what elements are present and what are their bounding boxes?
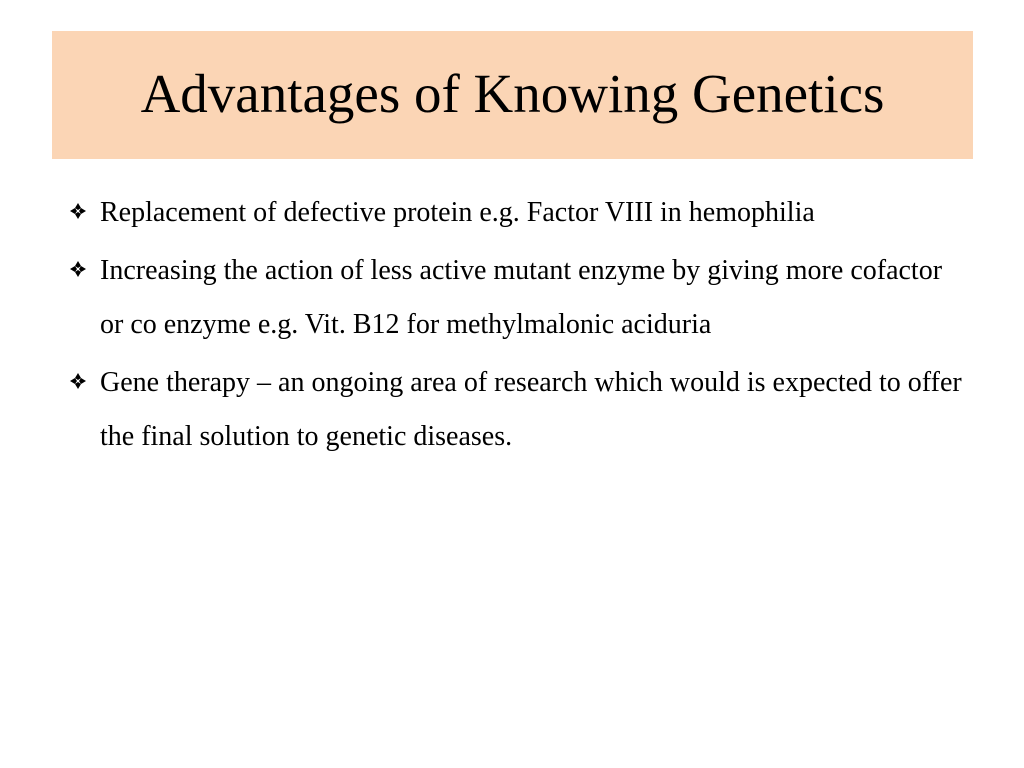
title-band [52, 31, 973, 159]
diamond-bullet-icon [63, 356, 93, 410]
bullet-list [63, 186, 963, 468]
diamond-bullet-icon [63, 244, 93, 298]
bullet-item-2 [63, 244, 963, 352]
bullet-item-3 [63, 356, 963, 464]
bullet-text-3: Gene therapy – an ongoing area of research which would is expected to offer the final solution to genetic diseases. [100, 367, 962, 452]
diamond-bullet-icon [63, 186, 93, 240]
bullet-item-1 [63, 186, 963, 240]
bullet-text-2: Increasing the action of less active mutant enzyme by giving more cofactor or co enzyme e.g. Vit. B12 for methylmalonic aciduria [100, 255, 943, 340]
bullet-text-1: Replacement of defective protein e.g. Factor VIII in hemophilia [100, 197, 815, 228]
slide-title: Advantages of Knowing Genetics [140, 62, 885, 124]
